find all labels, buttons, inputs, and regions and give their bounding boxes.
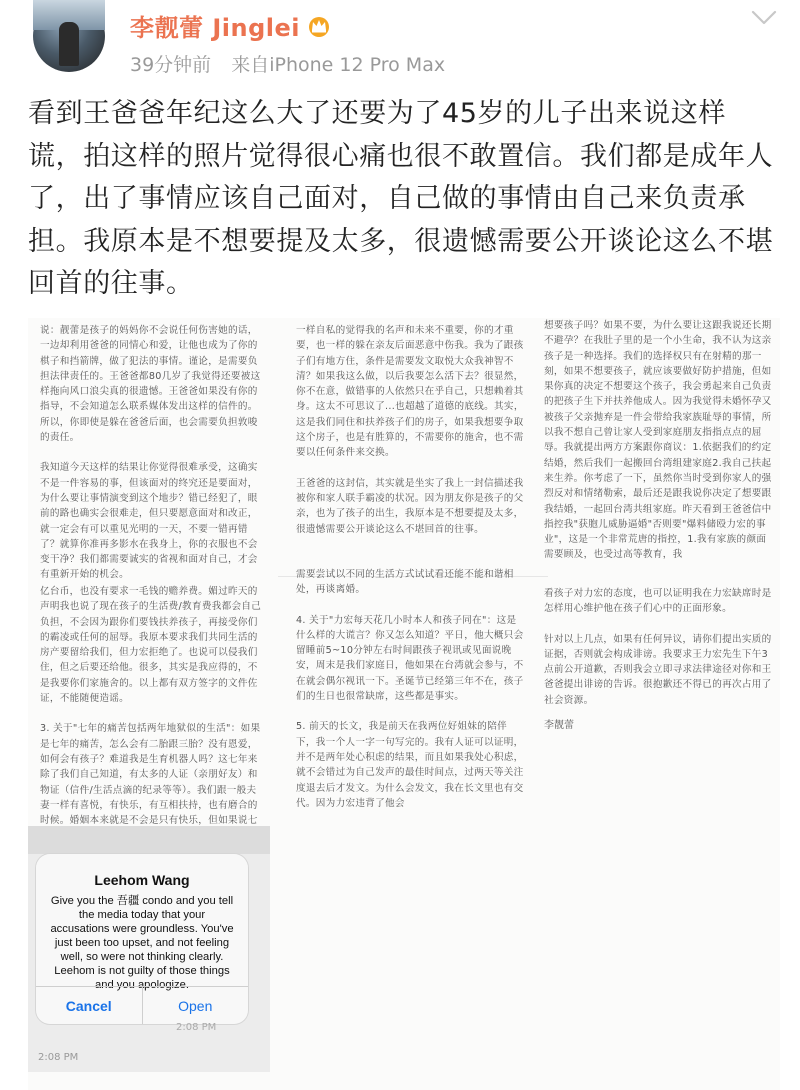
document-paragraph: 亿台币，也没有要求一毛钱的赡养费。媚过昨天的声明我也说了现在孩子的生活费/教育费我都会自己负担，不会因为跟你们要钱扶养孩子，再接受你们的霸凌或任何的屈辱。我原本要求我们共同生活的房产要留给我们，但力宏拒绝了。也说可以侵我们住，但之后要还给他。很多，其实是我应得的，不是我要你们家施舍的。以上都有双方签字的文件佐证，不能随便造谣。 [40,586,262,705]
document-paragraph: 看孩子对力宏的态度，也可以证明我在力宏缺席时是怎样用心维护他在孩子们心中的正面形象。 [544,588,772,615]
phone-screenshot-image [28,826,270,1072]
document-column [296,323,524,533]
document-signature: 李靓蕾 [544,720,574,731]
alert-actions [36,986,248,1024]
open-button[interactable]: Open [178,998,213,1014]
name-row [130,8,332,43]
document-paragraph: 需要尝试以不同的生活方式试试看还能不能和谐相处，再谈离婚。 [296,569,514,596]
chevron-down-icon[interactable] [750,8,778,28]
alert-dialog [36,854,248,1024]
cancel-button[interactable]: Cancel [36,987,143,1024]
document-paragraph: 我知道今天这样的结果让你觉得很难承受，这确实不是一件容易的事，但该面对的终究还是要面对，为什么要让事情演变到这个地步？错已经犯了，眼前的路也确实会很难走，但只要愿意面对和改正，就一定会有可以重见光明的一天，不要一错再错了？就算你准再多影水在我身上，你的衣服也不会变干净？我们都需要诚实的省视和面对自己，才会有重新开始的机会。 [40,462,258,581]
document-paragraph: 一样自私的觉得我的名声和未来不重要，你的才重要，也一样的躲在亲友后面恶意中伤我。我为了跟孩子们有地方住，条件是需要发文取悦大众我神智不清？如果我这么做，以后我要怎么活下去？很显然，你不在意，做错事的人依然只在乎自己，只想赖着其身。这太不可思议了...也超越了道德的底线。其实，这是我们同住和扶养孩子们的房子，如果我想要争取这个房子，也是有胜算的，不需要你的施舍，也不需要以任何条件来交换。 [296,325,524,459]
document-paragraph: 王爸爸的这封信，其实就是坐实了我上一封信描述我被你和家人联手霸凌的状况。因为朋友你是孩子的父亲，也为了孩子的出生，我原本是不想要提及太多，很遗憾需要公开谈论这么不堪回首的往事。 [296,477,524,535]
document-paragraph: 4. 关于"力宏每天花几小时本人和孩子同在"：这是什么样的大谎言？你又怎么知道？平日，他大概只会留睡前5~10分钟左右时间跟孩子视讯或见面说晚安，周末是我们家庭日，他如果在台湾就会参与，不在就会偶尔视讯一下。圣诞节已经第三年不在，孩子们的生日也很常缺席，这些都是事实。 [296,614,524,703]
blurred-background [28,826,270,854]
document-paragraph: 说：靓蕾是孩子的妈妈你不会说任何伤害她的话，一边却利用爸爸的同情心和爱，让他也成为了你的棋子和挡箭牌，做了犯法的事情。谨论，是需要负担法律责任的。王爸爸都80几岁了我觉得还要被这样拖向风口浪尖真的很遗憾。王爸爸如果没有你的指导，不会知道怎么联系媒体发出这样的信件的。所以，你即使是躲在爸爸后面，也会需要负担敦唆的责任。 [40,325,261,444]
document-column [544,586,776,706]
alert-title: Leehom Wang [94,872,190,888]
post-header [0,0,800,88]
message-timestamp: 2:08 PM [38,1052,79,1063]
post-time: 39分钟前 [130,54,212,76]
document-paragraph: 想要孩子吗？如果不要，为什么要让这跟我说还长期不避孕？在我肚子里的是一个小生命，我不认为这亲孩子是一种选择。我们的选择权只有在射精的那一刻，如果不想要孩子，就应该要做好防护措施，但如果你真的决定不想要这个孩子，我会勇起来自己负责的把孩子生下并扶养他成人。因为我觉得未婚怀孕又被孩子父亲抛弃是一件会带给我家族耻辱的事情，所以我不想自己曾让家人受到家庭朋友指指点点的屈辱。我就提出两方方案跟你商议：1.依据我们的约定结婚，然后我们一起搬回台湾组建家庭2.我自己扶起来生养。你考虑了一下，虽然你当时受到你家人的强烈反对和情绪勒索，最后还是跟我说你决定了想要跟我结婚，一起回台湾共组家庭。昨天看到王爸爸信中指控我"获胞儿威胁逼婚"否则要"爆料储殴力宏的事业"，这是一个非常荒唐的指控，1.我有家族的颜面需要顾及，也受过高等教育，我 [544,320,772,561]
crown-icon [306,15,332,37]
message-timestamp: 2:08 PM [176,1022,217,1033]
document-column [544,318,776,576]
post-text: 看到王爸爸年纪这么大了还要为了45岁的儿子出来说这样谎，拍这样的照片觉得很心痛也很不敢置信。我们都是成年人了，出了事情应该自己面对，自己做的事情由自己来负责承担。我原本是不想要提及太多，很遗憾需要公开谈论这么不堪回首的往事。 [28,98,774,299]
avatar-figure [59,22,79,66]
post-source: 来自iPhone 12 Pro Max [231,54,446,76]
document-column [40,584,264,827]
document-paragraph: 5. 前天的长文，我是前天在我两位好姐妹的陪伴下，我一个人一字一句写完的。我有人证可以证明，并不是两年处心积虑的结果，而且如果我处心积虑，就不会错过为自己发声的最佳时间点，过两天等关注度退去后才发文。为什么会发文，我在长文里也有交代。因为力宏违背了他会 [296,721,524,809]
post-meta [130,50,459,77]
alert-message: Give you the 吾疆 condo and you tell the media today that your accusations were groundless. You've just been too upset, and not feeling well, so were not thinking clearly. Leehom is not guilty of those things and you apologize. [50,895,234,991]
document-column [296,567,524,812]
user-name[interactable]: 李靓蕾 Jinglei [130,14,301,42]
document-paragraph: 针对以上几点，如果有任何异议，请你们提出实质的证据，否则就会构成诽谤。我要求王力宏先生下午3点前公开道歉，否则我会立即寻求法律途径对你和王爸爸提出诽谤的告诉。很抱歉还不得已的再次占用了社会资源。 [544,633,772,706]
document-column [40,323,264,581]
avatar[interactable] [33,0,105,72]
document-paragraph: 3. 关于"七年的痛苦包括两年地狱似的生活"：如果是七年的痛苦，怎么会有二胎跟三胎？没有恩爱，如何会有孩子？难道我是生育机器人吗？这七年来除了我们自己知道，有太多的人证（亲朋好友）和物证（信件/生活点滴的纪录等等）。我们跟一般夫妻一样有喜悦，有快乐，有互相扶持，也有磨合的时候。婚姻本来就是不会是只有快乐，但如果说七 [40,723,261,827]
